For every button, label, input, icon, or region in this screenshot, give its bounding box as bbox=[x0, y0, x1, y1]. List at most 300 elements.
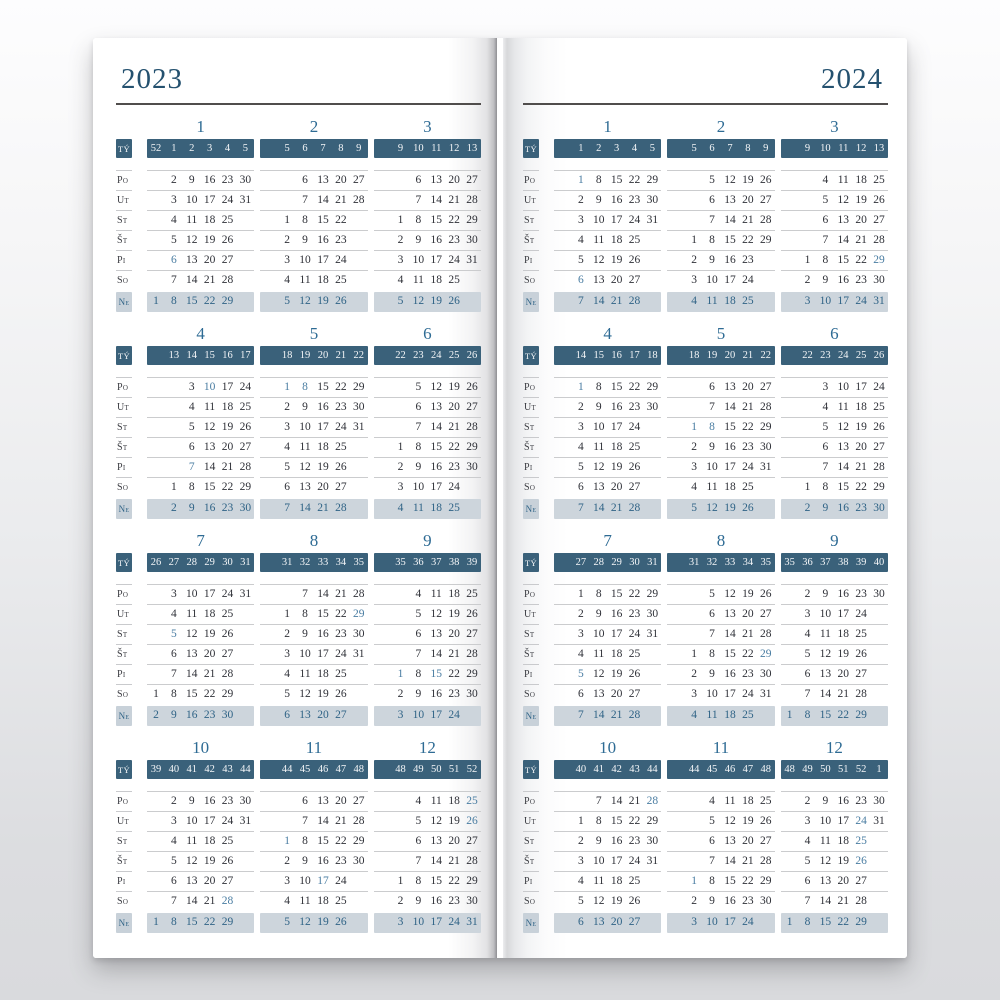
date-row-3 bbox=[554, 624, 661, 644]
date-row-6 bbox=[554, 477, 661, 497]
date-cell: 9 bbox=[302, 401, 308, 413]
day-label-1: Po bbox=[116, 791, 132, 811]
date-cell: 7 bbox=[415, 648, 422, 660]
date-cell bbox=[374, 812, 392, 831]
sunday-band-row bbox=[260, 706, 367, 726]
date-cell: 1 bbox=[804, 254, 811, 266]
month-block-2023-12 bbox=[374, 738, 481, 933]
date-cell: 23 bbox=[628, 608, 641, 620]
date-cell: 21 bbox=[837, 895, 850, 907]
date-cell: 6 bbox=[577, 688, 584, 700]
holiday-date-cell: 1 bbox=[691, 421, 698, 433]
date-cell bbox=[350, 685, 368, 704]
date-row-2 bbox=[260, 397, 367, 417]
week-number-cell: 8 bbox=[338, 143, 344, 154]
date-cell: 13 bbox=[837, 214, 850, 226]
date-row-1 bbox=[147, 791, 254, 811]
date-cell: 15 bbox=[819, 916, 832, 928]
week-number-cell: 51 bbox=[448, 764, 460, 775]
week-numbers-bar bbox=[554, 760, 661, 779]
date-cell: 14 bbox=[724, 628, 736, 640]
date-cell: 28 bbox=[873, 461, 885, 473]
sunday-band-row bbox=[554, 499, 661, 519]
holiday-date-cell: 29 bbox=[352, 608, 365, 620]
date-cell: 19 bbox=[203, 234, 216, 246]
week-number-cell: 26 bbox=[873, 350, 885, 361]
date-row-3 bbox=[374, 417, 481, 437]
date-cell bbox=[757, 499, 775, 519]
date-cell: 27 bbox=[759, 835, 772, 847]
week-number-cell: 5 bbox=[691, 143, 697, 154]
date-cell: 18 bbox=[855, 401, 867, 413]
month-row-3 bbox=[523, 531, 888, 726]
date-cell: 14 bbox=[185, 895, 198, 907]
date-cell: 3 bbox=[284, 254, 291, 266]
week-number-cell: 23 bbox=[413, 350, 424, 361]
date-cell: 28 bbox=[759, 855, 772, 867]
date-cell: 11 bbox=[593, 234, 605, 246]
date-cell: 26 bbox=[873, 194, 885, 206]
date-cell: 11 bbox=[299, 441, 311, 453]
date-cell bbox=[374, 892, 392, 911]
date-cell bbox=[781, 605, 799, 624]
date-cell bbox=[554, 706, 572, 726]
date-cell: 16 bbox=[610, 194, 623, 206]
date-row-2 bbox=[260, 604, 367, 624]
date-cell: 28 bbox=[466, 421, 478, 433]
month-number-label: 8 bbox=[716, 531, 726, 550]
month-block-2024-3 bbox=[781, 117, 888, 312]
date-cell bbox=[781, 832, 799, 851]
date-cell: 16 bbox=[185, 709, 198, 721]
date-row-2 bbox=[554, 397, 661, 417]
date-cell bbox=[236, 625, 254, 644]
date-cell: 26 bbox=[335, 916, 347, 928]
date-rows bbox=[667, 170, 774, 312]
date-cell: 25 bbox=[855, 628, 867, 640]
date-row-3 bbox=[554, 417, 661, 437]
date-cell bbox=[781, 398, 799, 417]
date-cell: 27 bbox=[239, 441, 252, 453]
day-label-2: Ut bbox=[523, 190, 539, 210]
day-label-1: Po bbox=[523, 584, 539, 604]
date-cell: 9 bbox=[709, 254, 715, 266]
week-number-cell bbox=[554, 139, 572, 158]
date-cell bbox=[350, 438, 368, 457]
date-cell: 18 bbox=[430, 274, 443, 286]
date-cell: 4 bbox=[804, 628, 811, 640]
date-cell: 1 bbox=[153, 916, 159, 928]
date-row-3 bbox=[260, 831, 367, 851]
date-row-5 bbox=[667, 664, 774, 684]
date-row-3 bbox=[374, 624, 481, 644]
date-cell: 12 bbox=[430, 381, 443, 393]
holiday-date-cell: 15 bbox=[430, 668, 443, 680]
date-cell: 23 bbox=[855, 795, 867, 807]
date-cell: 15 bbox=[724, 648, 736, 660]
date-cell: 8 bbox=[415, 214, 422, 226]
date-cell: 7 bbox=[415, 194, 422, 206]
date-cell: 25 bbox=[335, 895, 347, 907]
sunday-band-row bbox=[147, 706, 254, 726]
date-cell: 30 bbox=[646, 608, 659, 620]
date-cell: 20 bbox=[448, 401, 460, 413]
week-number-cell: 49 bbox=[413, 764, 424, 775]
date-cell: 2 bbox=[284, 401, 291, 413]
date-cell: 28 bbox=[759, 401, 772, 413]
month-number-label: 3 bbox=[423, 117, 432, 136]
date-cell: 24 bbox=[628, 628, 641, 640]
date-cell: 9 bbox=[415, 688, 422, 700]
date-cell: 29 bbox=[646, 174, 659, 186]
month-block-2024-5 bbox=[667, 324, 774, 519]
week-number-cell: 20 bbox=[724, 350, 736, 361]
date-cell: 18 bbox=[855, 174, 867, 186]
week-number-cell: 22 bbox=[802, 350, 813, 361]
date-cell: 3 bbox=[170, 588, 177, 600]
date-row-6 bbox=[147, 477, 254, 497]
date-cell: 27 bbox=[759, 381, 772, 393]
date-cell: 8 bbox=[302, 835, 308, 847]
date-rows bbox=[781, 791, 888, 933]
date-cell bbox=[667, 605, 685, 624]
date-cell: 16 bbox=[837, 274, 850, 286]
week-number-cell: 42 bbox=[611, 764, 622, 775]
date-cell: 10 bbox=[819, 815, 832, 827]
week-number-cell: 18 bbox=[688, 350, 700, 361]
date-cell: 14 bbox=[837, 234, 850, 246]
date-cell: 16 bbox=[610, 835, 623, 847]
date-row-3 bbox=[147, 417, 254, 437]
labels-spacer bbox=[116, 738, 132, 760]
date-cell: 31 bbox=[873, 815, 885, 827]
date-cell bbox=[260, 398, 278, 417]
date-cell bbox=[374, 792, 392, 811]
week-numbers-bar bbox=[554, 553, 661, 572]
date-cell bbox=[374, 665, 392, 684]
date-cell: 11 bbox=[706, 709, 718, 721]
date-cell bbox=[392, 605, 410, 624]
date-cell: 22 bbox=[448, 875, 460, 887]
date-cell: 18 bbox=[448, 795, 460, 807]
date-cell: 22 bbox=[221, 481, 234, 493]
date-cell bbox=[147, 438, 165, 457]
date-cell: 25 bbox=[628, 648, 641, 660]
date-row-4 bbox=[781, 437, 888, 457]
date-row-6 bbox=[147, 270, 254, 290]
date-row-1 bbox=[147, 377, 254, 397]
date-row-6 bbox=[554, 891, 661, 911]
date-cell bbox=[757, 251, 775, 270]
date-cell: 11 bbox=[593, 648, 605, 660]
date-cell bbox=[374, 292, 392, 312]
date-cell: 27 bbox=[352, 174, 365, 186]
week-number-cell: 24 bbox=[838, 350, 849, 361]
date-cell: 23 bbox=[335, 628, 347, 640]
date-cell: 23 bbox=[855, 588, 867, 600]
date-cell: 19 bbox=[837, 855, 850, 867]
week-number-cell: 22 bbox=[353, 350, 364, 361]
date-cell: 18 bbox=[430, 502, 443, 514]
date-cell: 16 bbox=[610, 401, 623, 413]
date-cell: 11 bbox=[186, 608, 198, 620]
date-cell: 25 bbox=[759, 795, 772, 807]
date-cell: 21 bbox=[335, 588, 347, 600]
date-cell: 13 bbox=[724, 608, 736, 620]
date-cell: 31 bbox=[646, 855, 659, 867]
date-cell: 23 bbox=[448, 895, 460, 907]
date-row-1 bbox=[781, 170, 888, 190]
date-cell: 15 bbox=[317, 381, 329, 393]
day-label-3: St bbox=[523, 624, 539, 644]
week-number-cell: 52 bbox=[466, 764, 478, 775]
date-cell: 3 bbox=[188, 381, 195, 393]
date-rows bbox=[667, 377, 774, 519]
date-cell: 5 bbox=[170, 234, 177, 246]
date-cell bbox=[781, 231, 799, 250]
date-cell bbox=[685, 792, 703, 811]
date-cell: 28 bbox=[335, 502, 347, 514]
header-divider bbox=[116, 103, 481, 105]
date-cell: 3 bbox=[804, 295, 811, 307]
day-label-3: St bbox=[523, 831, 539, 851]
date-row-1 bbox=[374, 791, 481, 811]
open-planner-book bbox=[93, 38, 907, 958]
date-cell bbox=[643, 418, 661, 437]
day-label-5: Pi bbox=[116, 457, 132, 477]
date-cell: 12 bbox=[203, 421, 216, 433]
date-cell bbox=[392, 852, 410, 871]
date-cell: 14 bbox=[592, 295, 605, 307]
holiday-date-cell: 28 bbox=[221, 895, 234, 907]
date-cell: 2 bbox=[397, 461, 404, 473]
date-cell bbox=[147, 458, 165, 477]
week-number-cell: 11 bbox=[838, 143, 849, 154]
date-cell: 18 bbox=[610, 875, 623, 887]
date-cell: 23 bbox=[628, 835, 641, 847]
date-cell: 11 bbox=[186, 835, 198, 847]
month-row-1 bbox=[523, 117, 888, 312]
date-cell: 25 bbox=[742, 709, 754, 721]
date-row-1 bbox=[781, 791, 888, 811]
date-cell: 18 bbox=[203, 835, 216, 847]
date-cell: 30 bbox=[759, 895, 772, 907]
date-cell: 18 bbox=[317, 895, 329, 907]
date-cell: 5 bbox=[709, 588, 715, 600]
date-cell: 15 bbox=[430, 875, 443, 887]
month-number-label: 6 bbox=[423, 324, 432, 343]
date-cell bbox=[643, 872, 661, 891]
date-cell: 3 bbox=[170, 815, 177, 827]
date-cell: 21 bbox=[203, 895, 216, 907]
date-row-6 bbox=[554, 684, 661, 704]
labels-spacer bbox=[523, 117, 539, 139]
date-cell bbox=[781, 458, 799, 477]
date-row-4 bbox=[554, 644, 661, 664]
date-cell: 1 bbox=[577, 588, 584, 600]
date-cell: 12 bbox=[724, 815, 736, 827]
date-cell: 24 bbox=[335, 421, 347, 433]
date-cell bbox=[374, 271, 392, 290]
date-cell: 9 bbox=[188, 174, 195, 186]
date-row-5 bbox=[554, 250, 661, 270]
date-cell: 9 bbox=[170, 709, 177, 721]
date-cell bbox=[757, 478, 775, 497]
holiday-date-cell: 5 bbox=[170, 628, 177, 640]
date-cell: 10 bbox=[837, 381, 850, 393]
date-cell: 17 bbox=[837, 295, 850, 307]
date-cell: 20 bbox=[203, 875, 216, 887]
date-cell: 8 bbox=[709, 648, 715, 660]
date-cell bbox=[165, 398, 183, 417]
date-row-6 bbox=[374, 891, 481, 911]
holiday-date-cell: 25 bbox=[466, 795, 478, 807]
date-cell: 6 bbox=[415, 835, 422, 847]
date-cell: 8 bbox=[595, 815, 602, 827]
date-cell: 31 bbox=[646, 628, 659, 640]
day-labels bbox=[116, 170, 132, 312]
date-cell: 2 bbox=[397, 234, 404, 246]
date-row-1 bbox=[374, 170, 481, 190]
date-cell: 12 bbox=[592, 461, 605, 473]
date-row-6 bbox=[374, 477, 481, 497]
date-cell bbox=[374, 685, 392, 704]
date-cell: 27 bbox=[221, 254, 234, 266]
date-cell: 15 bbox=[317, 835, 329, 847]
date-cell: 10 bbox=[592, 855, 605, 867]
day-label-1: Po bbox=[523, 377, 539, 397]
date-cell: 20 bbox=[855, 214, 867, 226]
date-cell: 26 bbox=[221, 628, 234, 640]
date-cell: 15 bbox=[724, 875, 736, 887]
date-cell: 19 bbox=[610, 668, 623, 680]
date-row-2 bbox=[667, 811, 774, 831]
week-number-cell: 14 bbox=[575, 350, 587, 361]
date-cell bbox=[643, 645, 661, 664]
date-cell: 2 bbox=[577, 194, 584, 206]
date-cell: 9 bbox=[302, 234, 308, 246]
date-cell: 11 bbox=[593, 441, 605, 453]
date-cell: 12 bbox=[185, 855, 198, 867]
date-row-4 bbox=[260, 851, 367, 871]
sunday-band-row bbox=[667, 499, 774, 519]
date-cell bbox=[554, 271, 572, 290]
date-cell: 14 bbox=[430, 194, 443, 206]
date-row-1 bbox=[374, 584, 481, 604]
week-number-cell: 1 bbox=[171, 143, 177, 154]
week-numbers-bar bbox=[374, 346, 481, 365]
week-number-cell: 9 bbox=[804, 143, 811, 154]
date-cell: 21 bbox=[855, 461, 867, 473]
date-row-5 bbox=[260, 457, 367, 477]
date-cell: 1 bbox=[284, 608, 291, 620]
date-row-6 bbox=[667, 891, 774, 911]
month-number-label: 1 bbox=[196, 117, 205, 136]
date-cell: 7 bbox=[804, 688, 811, 700]
date-cell bbox=[667, 438, 685, 457]
date-cell bbox=[757, 292, 775, 312]
date-cell: 22 bbox=[335, 835, 347, 847]
date-cell bbox=[554, 231, 572, 250]
date-cell: 26 bbox=[466, 381, 478, 393]
week-number-cell: 8 bbox=[745, 143, 751, 154]
date-row-5 bbox=[260, 871, 367, 891]
holiday-date-cell: 1 bbox=[397, 668, 404, 680]
date-cell: 31 bbox=[466, 916, 478, 928]
week-number-cell: 28 bbox=[186, 557, 197, 568]
date-cell: 24 bbox=[239, 381, 252, 393]
date-cell: 4 bbox=[284, 668, 291, 680]
week-number-cell: 30 bbox=[222, 557, 233, 568]
date-cell: 9 bbox=[822, 795, 829, 807]
date-cell: 13 bbox=[724, 835, 736, 847]
date-cell bbox=[147, 812, 165, 831]
date-cell: 2 bbox=[691, 254, 698, 266]
date-cell: 8 bbox=[804, 709, 811, 721]
date-cell: 13 bbox=[299, 709, 311, 721]
date-cell: 10 bbox=[185, 588, 198, 600]
date-cell: 2 bbox=[170, 795, 177, 807]
week-number-cell: 11 bbox=[431, 143, 442, 154]
month-number-label: 4 bbox=[196, 324, 205, 343]
date-cell: 29 bbox=[855, 709, 867, 721]
week-number-cell: 48 bbox=[760, 764, 771, 775]
week-label-cell: TÝ bbox=[116, 760, 132, 779]
date-cell: 11 bbox=[204, 401, 216, 413]
date-cell bbox=[236, 251, 254, 270]
date-row-3 bbox=[781, 210, 888, 230]
date-cell: 25 bbox=[873, 174, 885, 186]
date-cell: 29 bbox=[646, 588, 659, 600]
date-cell bbox=[781, 171, 799, 190]
day-labels-column bbox=[116, 324, 132, 519]
month-number-label: 7 bbox=[603, 531, 612, 550]
date-cell: 7 bbox=[804, 895, 811, 907]
date-cell bbox=[781, 251, 799, 270]
day-labels bbox=[116, 584, 132, 726]
date-cell bbox=[781, 271, 799, 290]
day-label-1: Po bbox=[116, 377, 132, 397]
date-cell: 12 bbox=[185, 628, 198, 640]
week-number-cell: 40 bbox=[873, 557, 885, 568]
date-cell: 13 bbox=[724, 381, 736, 393]
date-cell: 4 bbox=[170, 608, 177, 620]
day-labels bbox=[523, 377, 539, 519]
date-cell bbox=[554, 685, 572, 704]
date-row-2 bbox=[374, 604, 481, 624]
date-cell bbox=[374, 585, 392, 604]
date-cell: 24 bbox=[742, 688, 754, 700]
date-cell: 18 bbox=[742, 795, 754, 807]
date-cell: 26 bbox=[873, 421, 885, 433]
date-cell: 7 bbox=[170, 895, 177, 907]
date-cell: 17 bbox=[724, 688, 736, 700]
date-row-2 bbox=[781, 811, 888, 831]
date-cell: 3 bbox=[822, 381, 829, 393]
date-cell bbox=[781, 892, 799, 911]
date-cell: 18 bbox=[448, 588, 460, 600]
date-cell: 11 bbox=[412, 502, 424, 514]
date-cell bbox=[870, 832, 888, 851]
date-cell: 11 bbox=[724, 795, 736, 807]
date-cell bbox=[643, 665, 661, 684]
date-cell: 9 bbox=[822, 502, 829, 514]
date-cell bbox=[350, 499, 368, 519]
date-cell: 13 bbox=[185, 648, 198, 660]
date-cell bbox=[781, 872, 799, 891]
date-cell: 18 bbox=[203, 608, 216, 620]
date-cell: 18 bbox=[317, 441, 329, 453]
